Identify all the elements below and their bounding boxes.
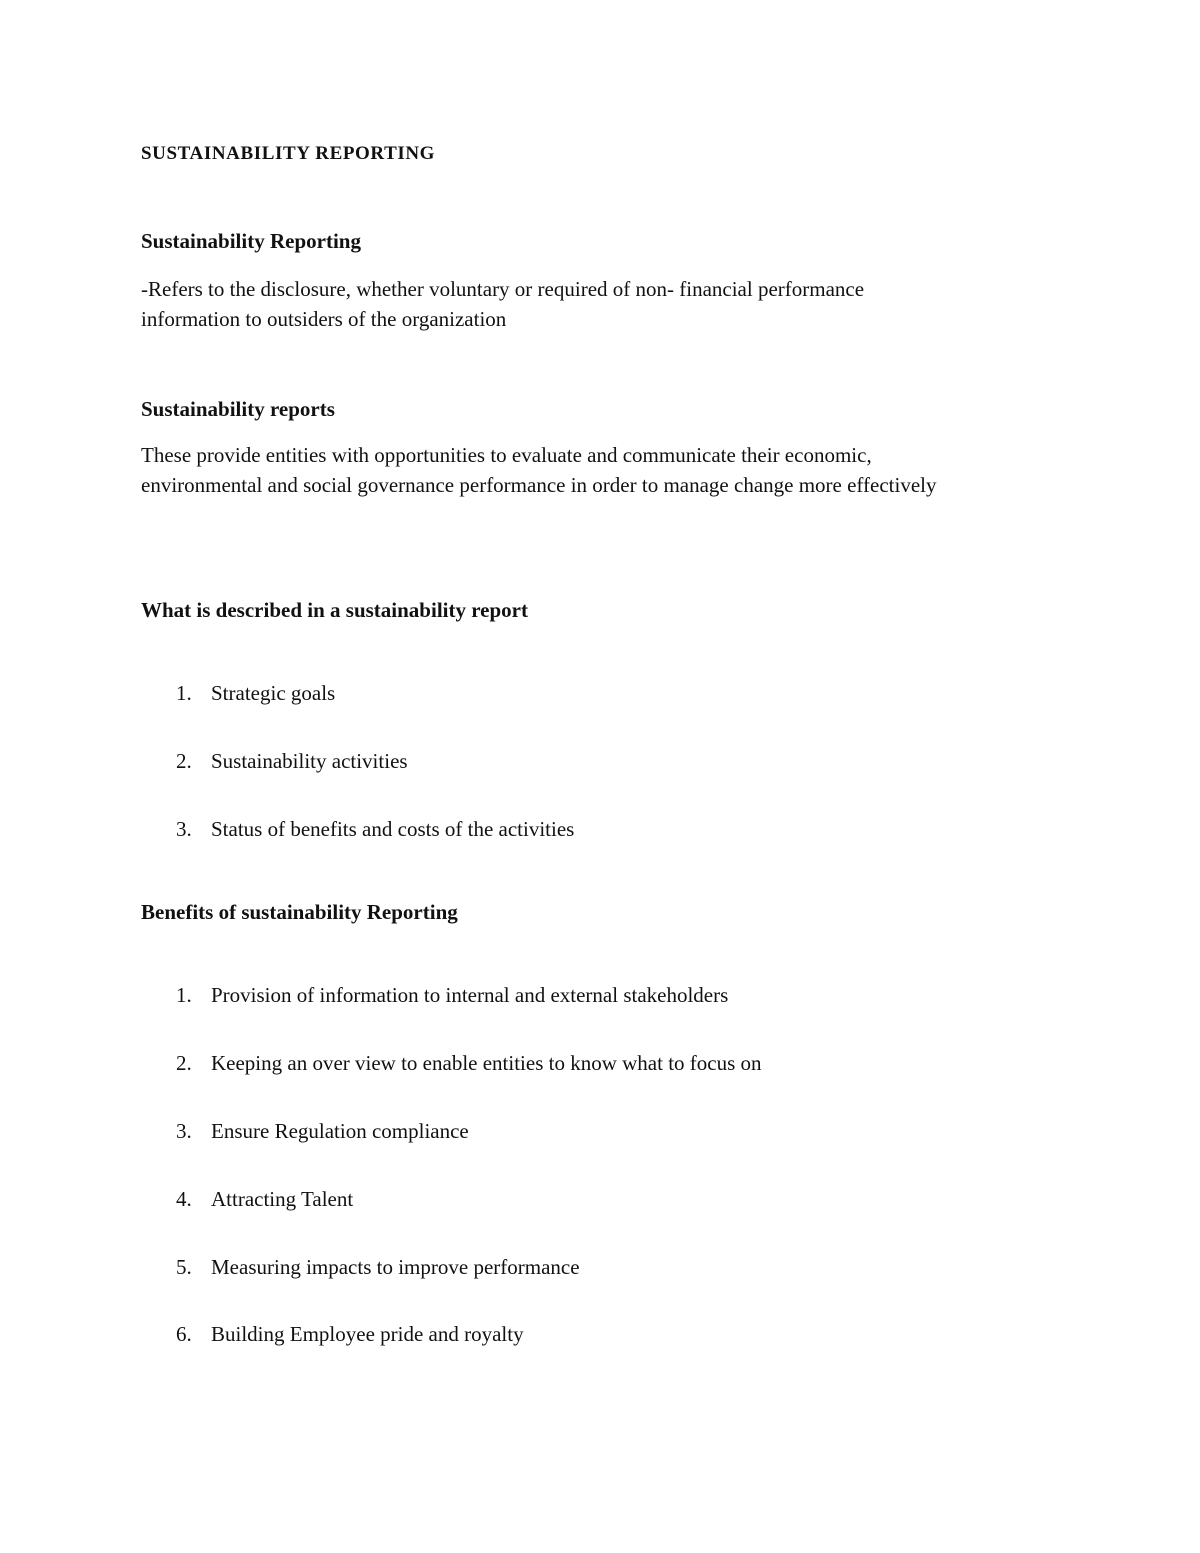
definition-paragraph	[141, 274, 1071, 334]
document-title: SUSTAINABILITY REPORTING	[141, 143, 436, 164]
list-number: 1.	[176, 681, 192, 705]
list-item	[176, 1187, 353, 1212]
reports-paragraph	[141, 440, 1071, 500]
list-item	[176, 1051, 762, 1076]
list-text: Measuring impacts to improve performance	[211, 1255, 580, 1279]
list-number: 4.	[176, 1187, 192, 1211]
section-heading-what-is-described: What is described in a sustainability report	[141, 598, 528, 622]
list-number: 3.	[176, 1119, 192, 1143]
list-item	[176, 1255, 580, 1280]
paragraph-line: -Refers to the disclosure, whether voluntary or required of non- financial performance	[141, 277, 865, 301]
paragraph-line: These provide entities with opportunities to evaluate and communicate their economic,	[141, 443, 872, 467]
list-item	[176, 681, 335, 706]
list-text: Building Employee pride and royalty	[211, 1322, 524, 1346]
section-heading-sustainability-reports: Sustainability reports	[141, 397, 335, 421]
list-number: 5.	[176, 1255, 192, 1279]
list-text: Status of benefits and costs of the activities	[211, 817, 575, 841]
list-item	[176, 1119, 469, 1144]
list-number: 2.	[176, 1051, 192, 1075]
list-number: 1.	[176, 983, 192, 1007]
list-number: 3.	[176, 817, 192, 841]
paragraph-line: environmental and social governance performance in order to manage change more effectively	[141, 473, 937, 497]
list-text: Sustainability activities	[211, 749, 408, 773]
list-number: 2.	[176, 749, 192, 773]
list-text: Strategic goals	[211, 681, 336, 705]
list-item	[176, 1322, 524, 1347]
list-text: Ensure Regulation compliance	[211, 1119, 469, 1143]
list-item	[176, 983, 728, 1008]
list-item	[176, 817, 574, 842]
list-item	[176, 749, 408, 774]
list-text: Provision of information to internal and external stakeholders	[211, 983, 729, 1007]
paragraph-line: information to outsiders of the organization	[141, 307, 507, 331]
section-heading-sustainability-reporting: Sustainability Reporting	[141, 229, 361, 253]
list-number: 6.	[176, 1322, 192, 1346]
list-text: Keeping an over view to enable entities to know what to focus on	[211, 1051, 762, 1075]
list-text: Attracting Talent	[211, 1187, 354, 1211]
section-heading-benefits: Benefits of sustainability Reporting	[141, 900, 458, 924]
